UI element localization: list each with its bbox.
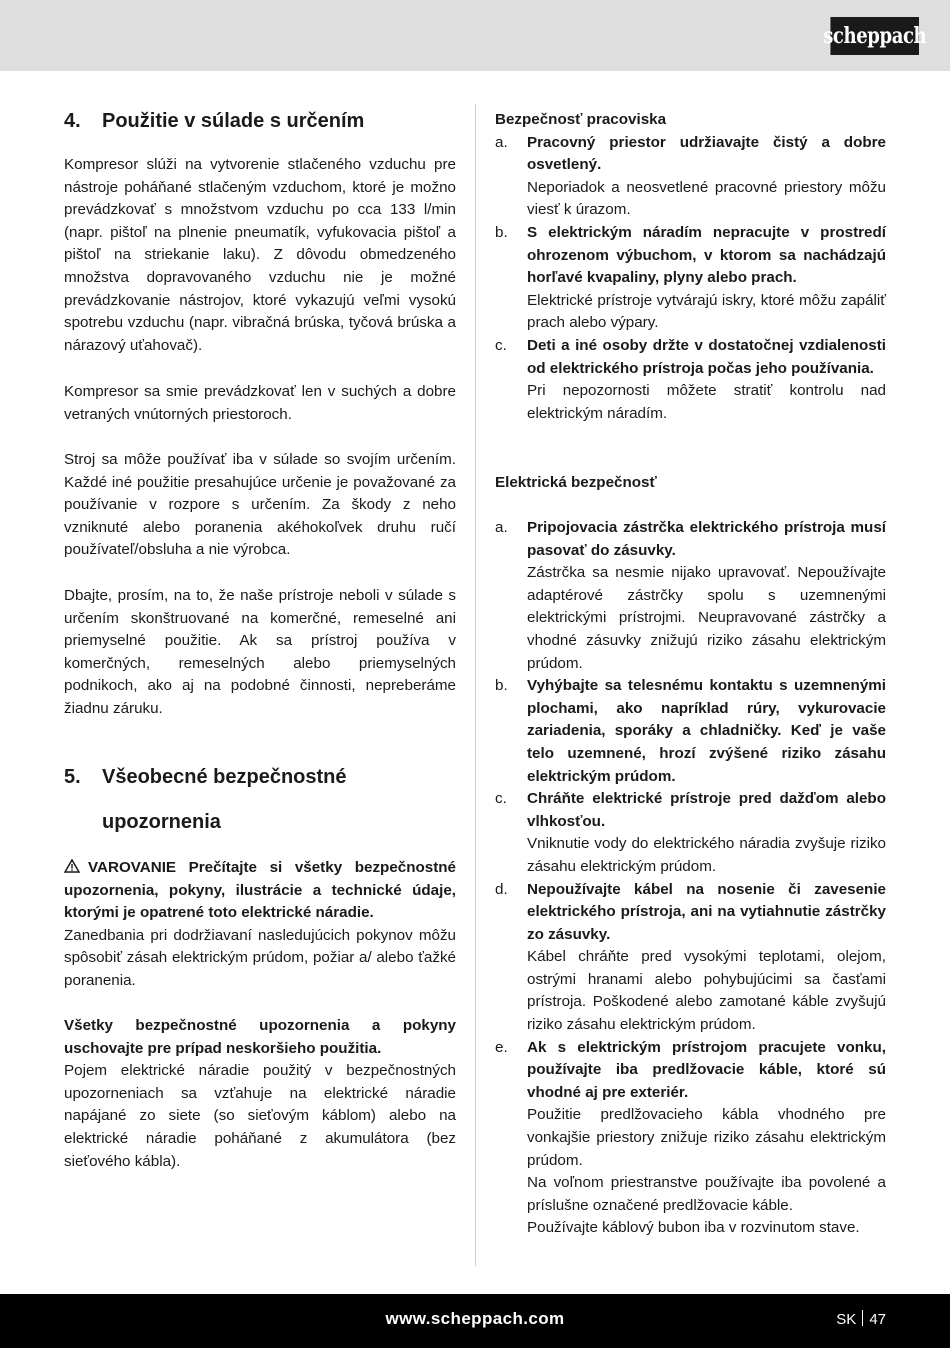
- item-letter: d.: [495, 880, 508, 898]
- section-5-heading: [64, 764, 347, 790]
- list-item: [495, 222, 886, 335]
- section-5-title-line1: Všeobecné bezpečnostné: [102, 766, 347, 788]
- warning-block: [64, 857, 456, 993]
- warning-heading: VAROVANIE Prečítajte si všetky bezpečnostné upozornenia, pokyny, ilustrácie a technické údaje, ktorými je opatrené toto elektrické náradie.: [64, 859, 456, 922]
- item-letter: c.: [495, 336, 507, 354]
- item-letter: c.: [495, 790, 507, 808]
- item-text: Použitie predlžovacieho kábla vhodného pre vonkajšie priestory znižuje riziko zásahu elektrickým prúdom.: [527, 1106, 886, 1169]
- workplace-safety-title: Bezpečnosť pracoviska: [495, 111, 667, 128]
- page-header: [0, 0, 950, 71]
- item-letter: a.: [495, 519, 508, 536]
- paragraph-no-commercial: Dbajte, prosím, na to, že naše prístroje neboli v súlade s určením skonštruované na komerčné, remeselné ani priemyselné použitie. Ak sa prístroj používa v komerčných, remeselných alebo priemyselných podnikoch, ako aj na podobné činnosti, nepreberáme žiadnu záruku.: [64, 587, 456, 717]
- item-lead: Vyhýbajte sa telesnému kontaktu s uzemnenými plochami, ako napríklad rúry, vykurovacie zariadenia, sporáky a chladničky. Keď je vaše telo uzemnené, hrozí zvýšené riziko zásahu elektrickým prúdom.: [527, 677, 886, 785]
- page-separator: [862, 1310, 863, 1326]
- item-lead: Chráňte elektrické prístroje pred dažďom alebo vlhkosťou.: [527, 790, 886, 830]
- item-lead: Pracovný priestor udržiavajte čistý a dobre osvetlený.: [527, 133, 886, 174]
- item-text: Kábel chráňte pred vysokými teplotami, olejom, ostrými hranami alebo pohybujúcimi sa časťami prístroja. Poškodené alebo zamotané káble zvyšujú riziko zásahu elektrickým prúdom.: [527, 948, 886, 1034]
- language-code: SK: [836, 1311, 857, 1328]
- item-letter: e.: [495, 1038, 508, 1056]
- item-letter: b.: [495, 223, 508, 241]
- keep-instructions-text: Pojem elektrické náradie použitý v bezpečnostných upozorneniach sa vzťahuje na elektrické náradie napájané zo siete (so sieťovým káblom) alebo na elektrické náradie poháňané z akumulátora (bez sieťového kábla).: [64, 1062, 456, 1170]
- list-item: [495, 335, 886, 425]
- paragraph-dry-rooms: Kompresor sa smie prevádzkovať len v suchých a dobre vetraných vnútorných priestoroch.: [64, 383, 456, 423]
- electrical-safety-section: [495, 472, 886, 495]
- page-number: 47: [869, 1311, 886, 1328]
- item-text: Neporiadok a neosvetlené pracovné priestory môžu viesť k úrazom.: [527, 178, 886, 219]
- item-lead: Pripojovacia zástrčka elektrického prístroja musí pasovať do zásuvky.: [527, 519, 886, 559]
- list-item: [495, 517, 886, 675]
- electrical-safety-list: [495, 517, 886, 1240]
- item-lead: Ak s elektrickým prístrojom pracujete vonku, používajte iba predlžovacie káble, ktoré sú vhodné aj pre exteriér.: [527, 1038, 886, 1101]
- website-link[interactable]: www.scheppach.com: [385, 1309, 565, 1328]
- warning-text: Zanedbania pri dodržiavaní nasledujúcich pokynov môžu spôsobiť zásah elektrickým prúdom, požiar a/ alebo ťažké poranenia.: [64, 926, 456, 989]
- section-4-number: 4.: [64, 110, 81, 132]
- item-text: Zástrčka sa nesmie nijako upravovať. Nepoužívajte adaptérové zástrčky spolu s uzemnenými elektrickými prístrojmi. Neupravované zástrčky a vhodné zásuvky znižujú riziko zásahu elektrickým prúdom.: [527, 564, 886, 672]
- list-item: [495, 132, 886, 222]
- item-lead: Nepoužívajte kábel na nosenie či zavesenie elektrického prístroja, ani na vytiahnutie zástrčky zo zásuvky.: [527, 880, 886, 943]
- paragraph-purpose: Kompresor slúži na vytvorenie stlačeného vzduchu pre nástroje poháňané stlačeným vzduchom, ktoré je možno prevádzkovať s množstvom vzduchu po cca 133 l/min (napr. pištoľ na plnenie pneumatík, vyfukovacia pištoľ a pištoľ na striekanie laku). Z dôvodu obmedzeného množstva dopravovaného vzduchu nie je možné prevádzkovanie nástrojov, ktoré vykazujú veľmi vysokú spotrebu vzduchu (napr. vibračná brúska, tyčová brúska a nárazový uťahovač).: [64, 156, 456, 354]
- section-5-number: 5.: [64, 766, 81, 788]
- list-item: [495, 879, 886, 1037]
- list-item: [495, 675, 886, 788]
- item-text: Pri nepozornosti môžete stratiť kontrolu nad elektrickým náradím.: [527, 382, 886, 422]
- list-item: [495, 1037, 886, 1240]
- item-letter: a.: [495, 133, 508, 151]
- paragraph-use-only: Stroj sa môže používať iba v súlade so svojím určením. Každé iné použitie presahujúce určenie je považované za používanie v rozpore s určením. Za škody z neho vzniknuté alebo poranenia akéhokoľvek druhu ručí používateľ/obsluha a nie výrobca.: [64, 451, 456, 559]
- workplace-safety-section: [495, 109, 886, 425]
- keep-instructions-heading: Všetky bezpečnostné upozornenia a pokyny uschovajte pre prípad neskoršieho použitia.: [64, 1017, 456, 1057]
- electrical-safety-title: Elektrická bezpečnosť: [495, 474, 657, 491]
- page-indicator: [836, 1310, 886, 1328]
- item-text: Elektrické prístroje vytvárajú iskry, ktoré môžu zapáliť prach alebo výpary.: [527, 291, 886, 332]
- item-letter: b.: [495, 677, 508, 695]
- section-5-title-line2: upozornenia: [102, 811, 221, 833]
- page-footer: [0, 1294, 950, 1348]
- item-text: Na voľnom priestranstve používajte iba povolené a príslušne označené predlžovacie káble.: [527, 1174, 886, 1214]
- list-item: [495, 788, 886, 878]
- keep-instructions-block: [64, 1015, 456, 1173]
- intended-use-text: [64, 154, 456, 357]
- brand-logo: scheppach: [830, 17, 919, 55]
- section-4-heading: [64, 108, 364, 134]
- column-divider: [475, 104, 476, 1266]
- item-lead: Deti a iné osoby držte v dostatočnej vzdialenosti od elektrického prístroja počas jeho používania.: [527, 336, 886, 377]
- warning-triangle-icon: [64, 859, 80, 873]
- item-text: Vniknutie vody do elektrického náradia zvyšuje riziko zásahu elektrickým prúdom.: [527, 835, 886, 875]
- item-text: Používajte káblový bubon iba v rozvinutom stave.: [527, 1219, 860, 1237]
- item-lead: S elektrickým náradím nepracujte v prostredí ohrozenom výbuchom, v ktorom sa nachádzajú horľavé kvapaliny, plyny alebo prach.: [527, 223, 886, 287]
- section-4-title: Použitie v súlade s určením: [102, 110, 365, 132]
